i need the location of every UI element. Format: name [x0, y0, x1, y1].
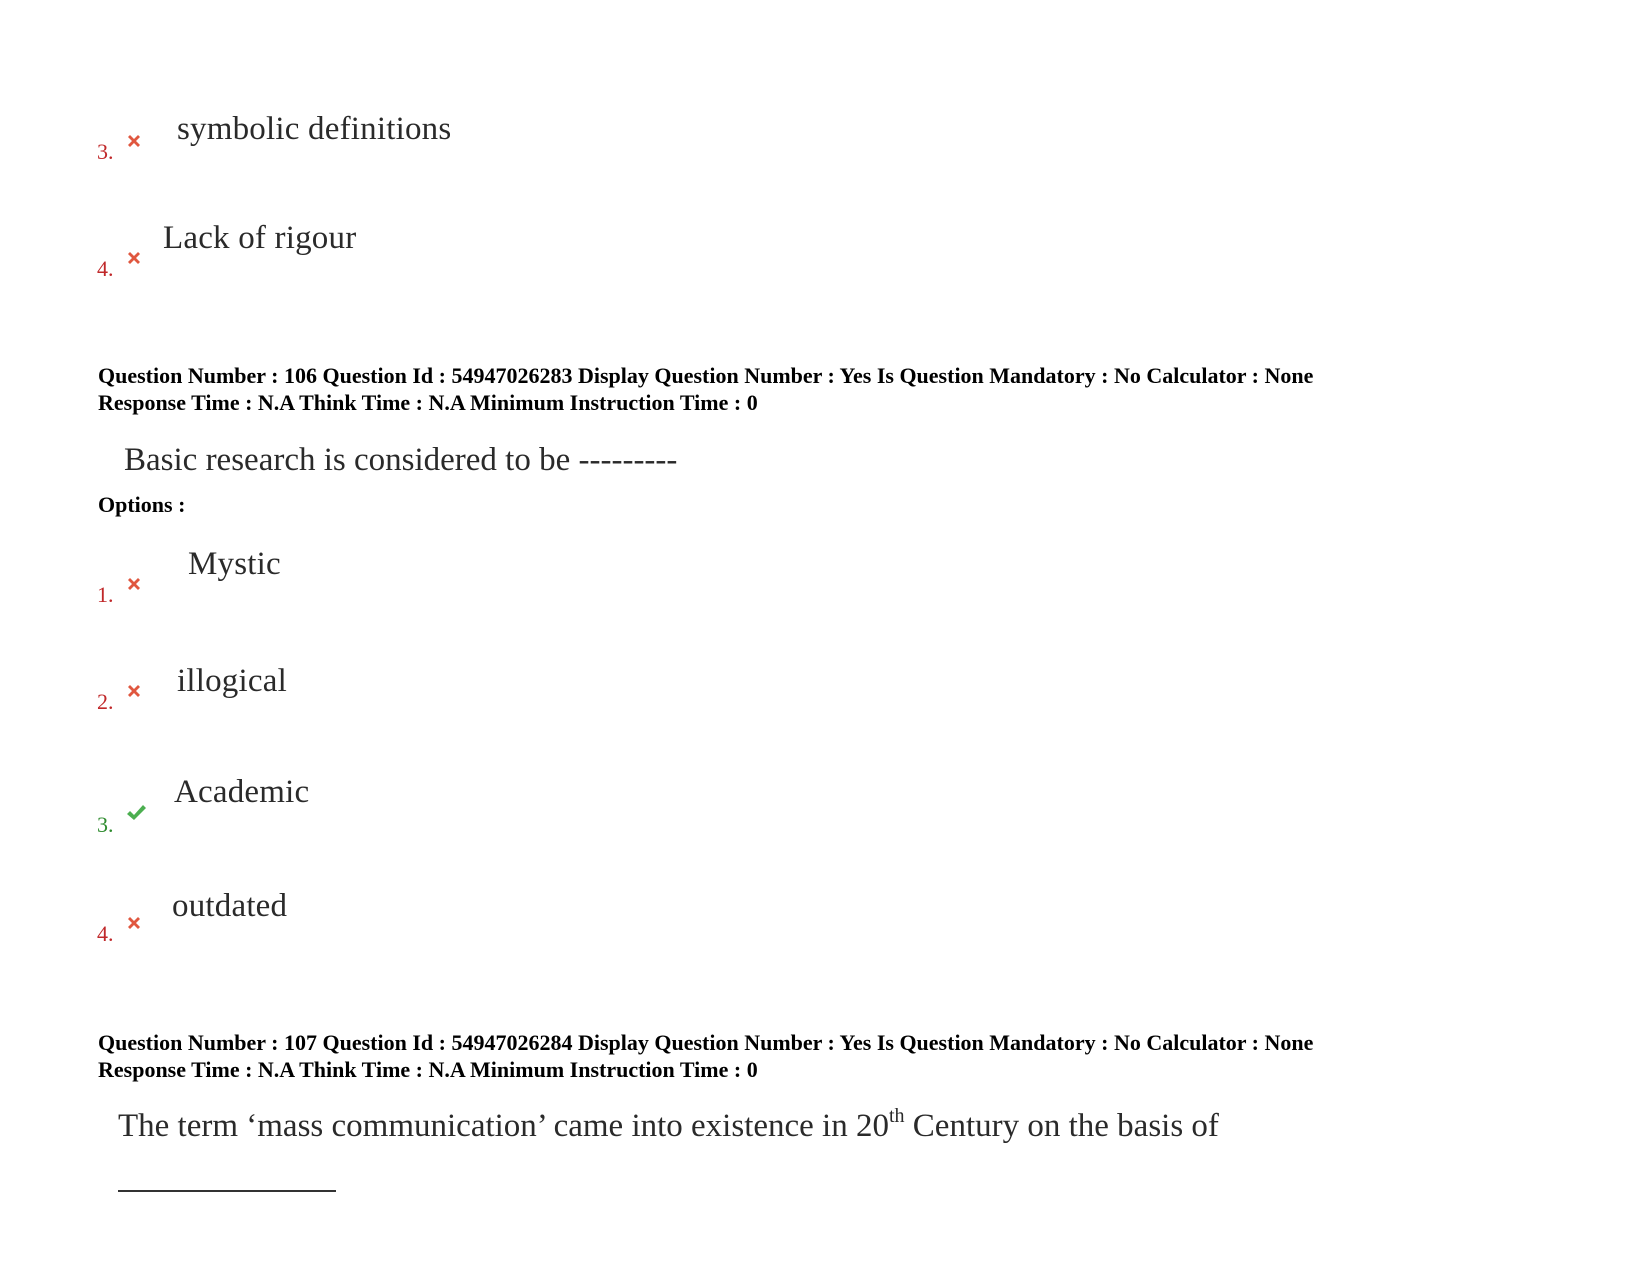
- option-number: 3.: [97, 813, 147, 837]
- option-text: Lack of rigour: [163, 220, 357, 256]
- option-number: 4.: [97, 922, 143, 946]
- cross-icon: [125, 682, 143, 700]
- option-number: 2.: [97, 690, 143, 714]
- cross-icon: [125, 132, 143, 150]
- question-meta-line1: Question Number : 107 Question Id : 54947026284 Display Question Number : Yes Is Question Mandatory : No Calculator : None: [98, 1030, 1314, 1055]
- option-number: 1.: [97, 583, 143, 607]
- option-number: 4.: [97, 257, 143, 281]
- option-text: Academic: [174, 774, 310, 810]
- option-text: outdated: [172, 888, 288, 924]
- option-text: symbolic definitions: [177, 111, 452, 147]
- option-number: 3.: [97, 140, 143, 164]
- check-icon: [125, 803, 147, 823]
- option-text: illogical: [177, 663, 287, 699]
- question-text: The term ‘mass communication’ came into existence in 20th Century on the basis of: [118, 1105, 1219, 1144]
- cross-icon: [125, 575, 143, 593]
- question-meta-line2: Response Time : N.A Think Time : N.A Minimum Instruction Time : 0: [98, 1057, 758, 1082]
- answer-blank-line: [118, 1190, 336, 1192]
- question-meta-line2: Response Time : N.A Think Time : N.A Minimum Instruction Time : 0: [98, 390, 758, 415]
- question-text: Basic research is considered to be ---------: [124, 442, 678, 478]
- question-meta-line1: Question Number : 106 Question Id : 54947026283 Display Question Number : Yes Is Question Mandatory : No Calculator : None: [98, 363, 1314, 388]
- options-label: Options :: [98, 492, 186, 517]
- cross-icon: [125, 249, 143, 267]
- option-text: Mystic: [188, 546, 281, 582]
- cross-icon: [125, 914, 143, 932]
